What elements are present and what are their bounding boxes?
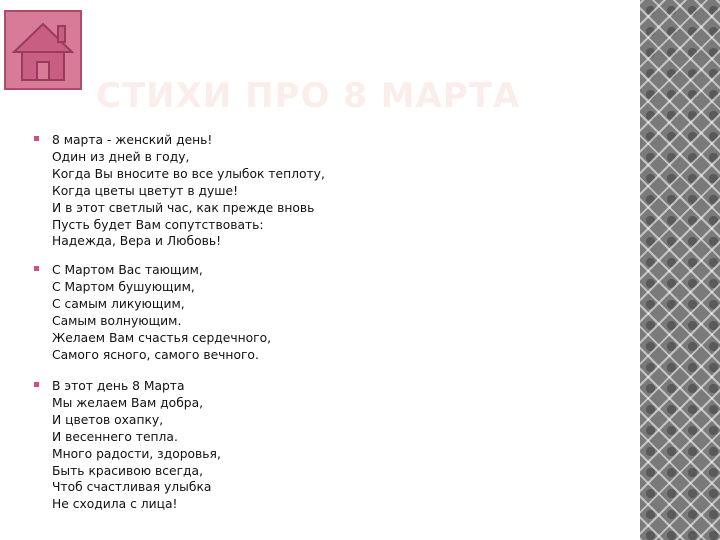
poem-2 bbox=[34, 262, 634, 363]
home-icon bbox=[6, 12, 80, 88]
poem-line: И весеннего тепла. bbox=[52, 429, 178, 444]
poem-line: 8 марта - женский день! bbox=[52, 133, 213, 147]
poem-1 bbox=[34, 132, 634, 250]
poem-line: И в этот светлый час, как прежде вновь bbox=[52, 200, 315, 215]
poem-line: Пусть будет Вам сопутствовать: bbox=[52, 217, 264, 232]
home-button[interactable] bbox=[4, 10, 82, 90]
bullet-marker bbox=[34, 266, 39, 271]
poem-line: Мы желаем Вам добра, bbox=[52, 395, 204, 410]
poem-line: С Мартом Вас тающим, bbox=[52, 263, 203, 277]
poem-line: С Мартом бушующим, bbox=[52, 279, 195, 294]
poem-line: Когда Вы вносите во все улыбок теплоту, bbox=[52, 166, 325, 181]
poem-line: И цветов охапку, bbox=[52, 412, 164, 427]
poem-line: Не сходила с лица! bbox=[52, 497, 178, 512]
poem-line: Самым волнующим. bbox=[52, 313, 182, 328]
poem-line: Много радости, здоровья, bbox=[52, 446, 221, 461]
poem-line: Один из дней в году, bbox=[52, 149, 190, 164]
decorative-pattern-strip bbox=[640, 0, 720, 540]
poem-line: Когда цветы цветут в душе! bbox=[52, 183, 239, 198]
poem-line: Быть красивою всегда, bbox=[52, 463, 203, 478]
poem-line: В этот день 8 Марта bbox=[52, 379, 185, 393]
poem-line: С самым ликующим, bbox=[52, 296, 185, 311]
poem-line: Чтоб счастливая улыбка bbox=[52, 480, 212, 495]
poem-line: Желаем Вам счастья сердечного, bbox=[52, 330, 272, 345]
bullet-marker bbox=[34, 136, 39, 141]
poem-line: Самого ясного, самого вечного. bbox=[52, 347, 259, 362]
poem-line: Надежда, Вера и Любовь! bbox=[52, 234, 222, 249]
page-title: СТИХИ ПРО 8 МАРТА bbox=[96, 76, 521, 116]
poem-3 bbox=[34, 378, 634, 513]
bullet-marker bbox=[34, 382, 39, 387]
